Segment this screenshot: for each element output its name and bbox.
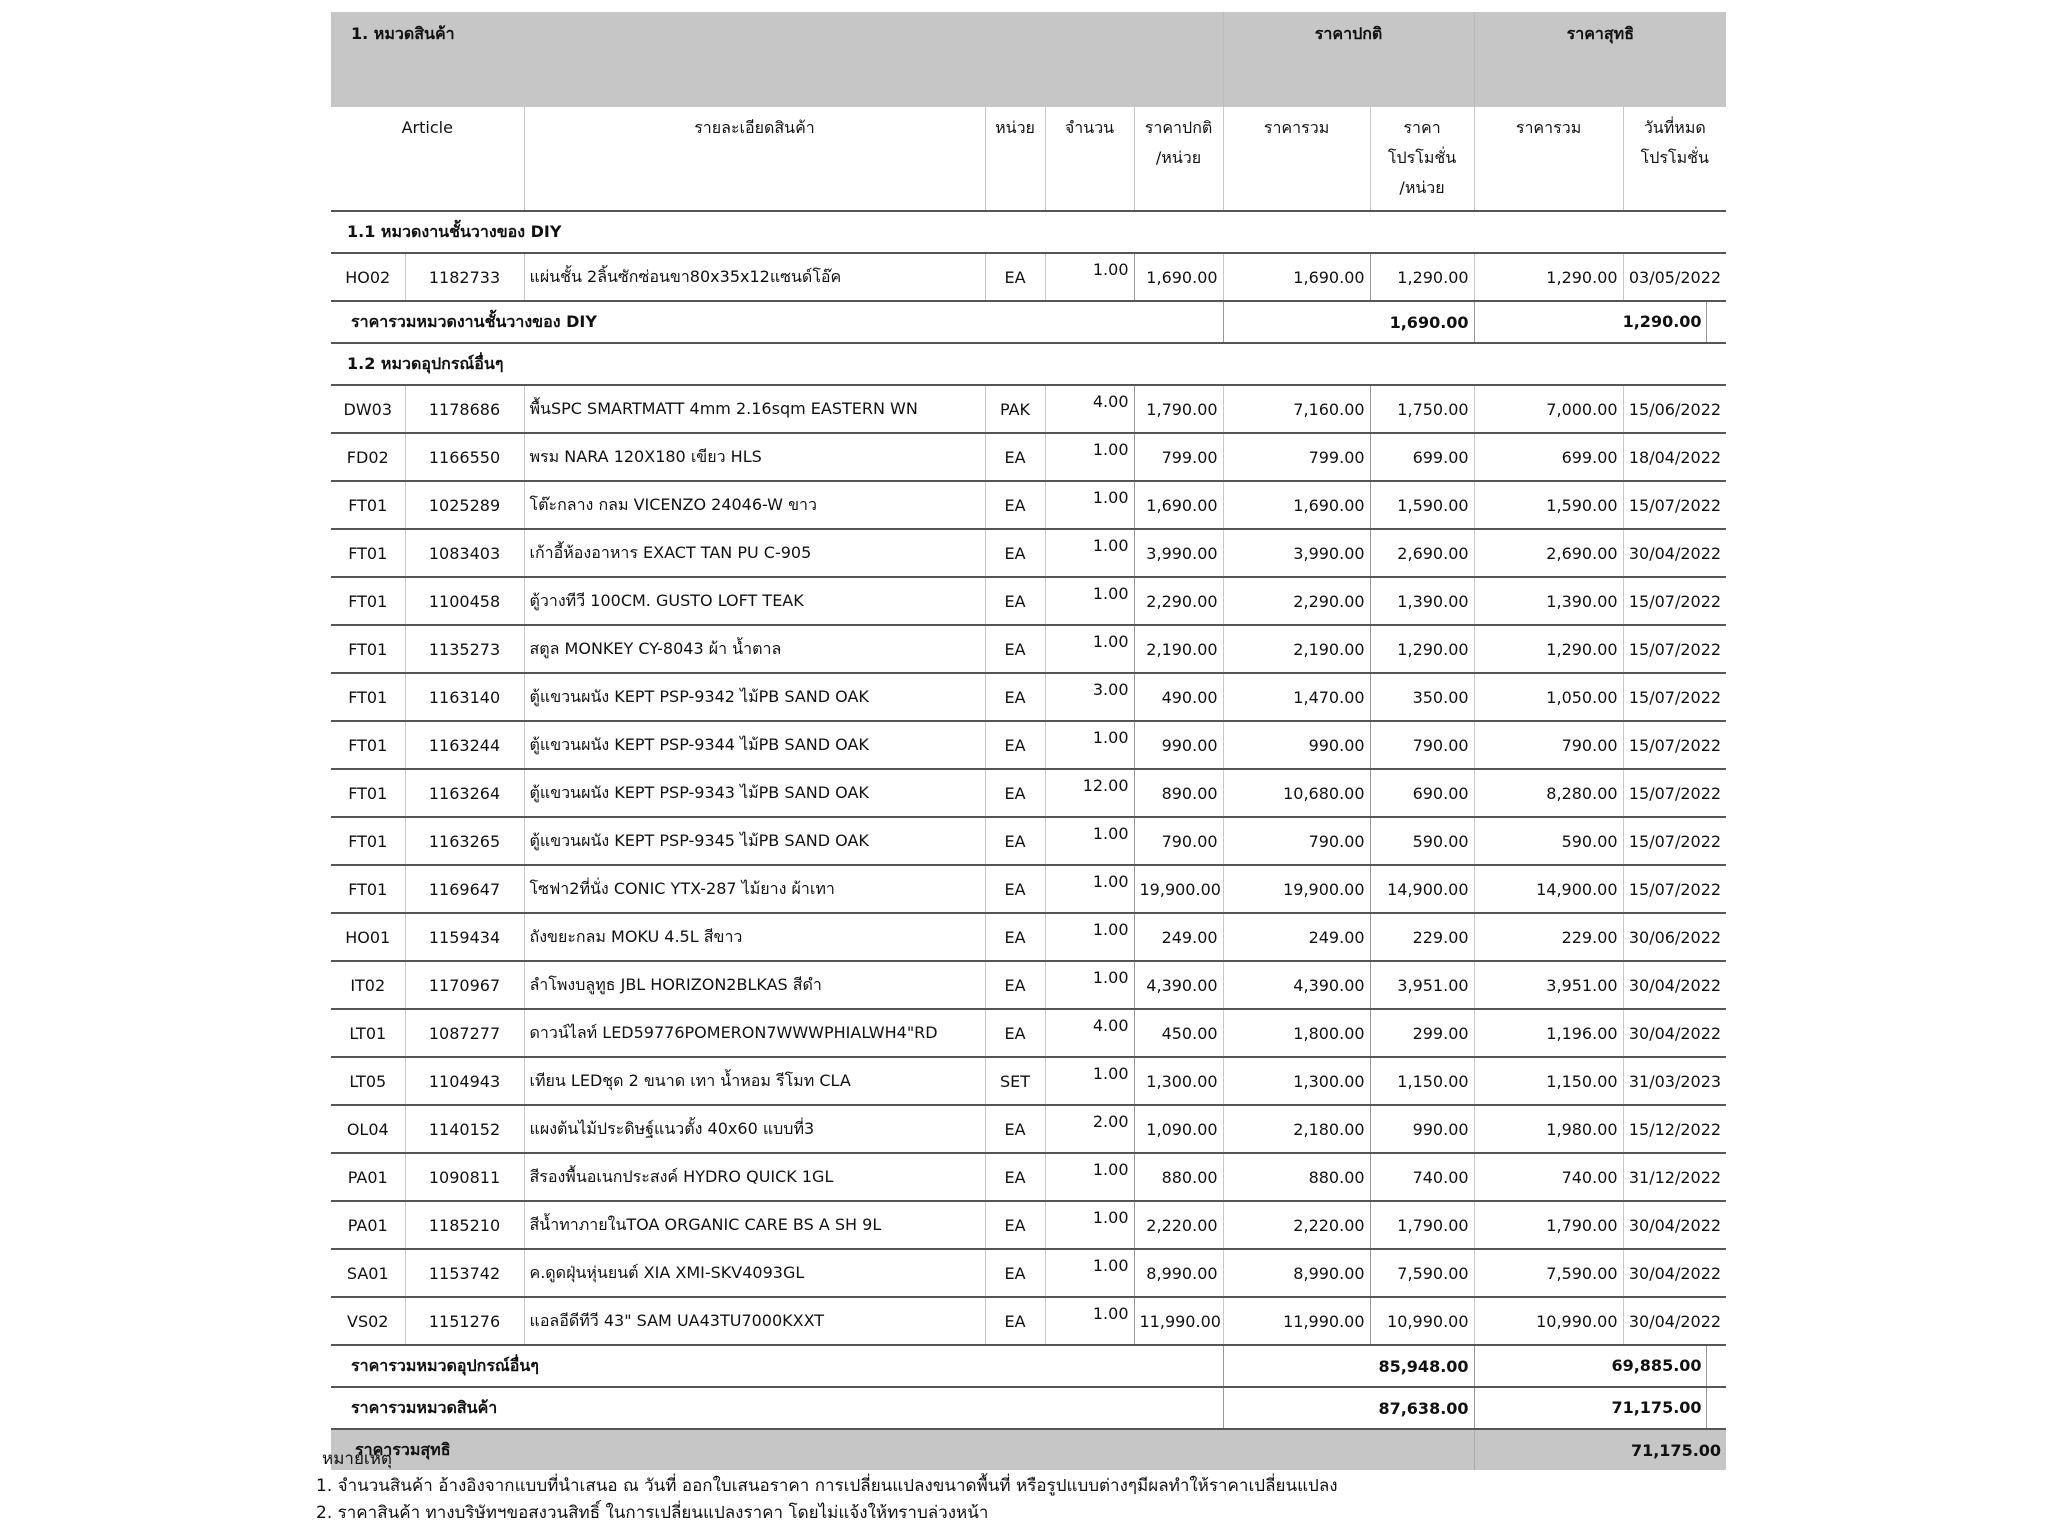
cell-promo-price: 10,990.00 [1370, 1297, 1474, 1345]
cell-unit: PAK [985, 385, 1045, 433]
cell-qty: 1.00 [1045, 865, 1134, 913]
cell-promo-end: 31/12/2022 [1623, 1153, 1726, 1201]
cell-promo-total: 2,690.00 [1474, 529, 1623, 577]
cell-total: 249.00 [1223, 913, 1370, 961]
net-total-value: 71,175.00 [1474, 1429, 1726, 1470]
cell-description: ตู้แขวนผนัง KEPT PSP-9342 ไม้PB SAND OAK [524, 673, 985, 721]
cell-total: 7,160.00 [1223, 385, 1370, 433]
cell-qty: 1.00 [1045, 529, 1134, 577]
cell-unit-price: 490.00 [1134, 673, 1223, 721]
table-row [331, 865, 1726, 913]
table-row [331, 481, 1726, 529]
col-promo-line2: โปรโมชั่น [1387, 148, 1457, 167]
cell-total: 880.00 [1223, 1153, 1370, 1201]
cell-promo-end: 18/04/2022 [1623, 433, 1726, 481]
cell-promo-end: 31/03/2023 [1623, 1057, 1726, 1105]
cell-article: 1159434 [405, 913, 524, 961]
cell-unit-price: 450.00 [1134, 1009, 1223, 1057]
cell-description: สีน้ำทาภายในTOA ORGANIC CARE BS A SH 9L [524, 1201, 985, 1249]
cell-description: แผงต้นไม้ประดิษฐ์แนวตั้ง 40x60 แบบที่3 [524, 1105, 985, 1153]
cell-total: 990.00 [1223, 721, 1370, 769]
cell-promo-end: 30/04/2022 [1623, 1249, 1726, 1297]
cell-code: FT01 [331, 721, 405, 769]
cell-qty: 2.00 [1045, 1105, 1134, 1153]
cell-article: 1151276 [405, 1297, 524, 1345]
cell-unit: EA [985, 961, 1045, 1009]
cell-promo-price: 990.00 [1370, 1105, 1474, 1153]
cell-article: 1163140 [405, 673, 524, 721]
cell-article: 1025289 [405, 481, 524, 529]
cell-code: FD02 [331, 433, 405, 481]
subtotal-row [331, 301, 1726, 343]
cell-article: 1163265 [405, 817, 524, 865]
cell-total: 2,190.00 [1223, 625, 1370, 673]
cell-promo-total: 1,590.00 [1474, 481, 1623, 529]
cell-code: FT01 [331, 865, 405, 913]
cell-promo-price: 229.00 [1370, 913, 1474, 961]
cell-description: แอลอีดีทีวี 43" SAM UA43TU7000KXXT [524, 1297, 985, 1345]
cell-promo-end: 15/12/2022 [1623, 1105, 1726, 1153]
cell-unit-price: 880.00 [1134, 1153, 1223, 1201]
cell-promo-price: 350.00 [1370, 673, 1474, 721]
table-row [331, 913, 1726, 961]
table-row [331, 961, 1726, 1009]
cell-article: 1083403 [405, 529, 524, 577]
cell-qty: 1.00 [1045, 1057, 1134, 1105]
cell-promo-total: 1,196.00 [1474, 1009, 1623, 1057]
cell-promo-end: 15/07/2022 [1623, 769, 1726, 817]
subtotal-promo-cell [1474, 1345, 1726, 1387]
subtotal-label: ราคารวมหมวดอุปกรณ์อื่นๆ [331, 1345, 1223, 1387]
cell-code: SA01 [331, 1249, 405, 1297]
cell-unit-price: 890.00 [1134, 769, 1223, 817]
cell-description: เก้าอี้ห้องอาหาร EXACT TAN PU C-905 [524, 529, 985, 577]
cell-promo-price: 790.00 [1370, 721, 1474, 769]
cell-promo-total: 229.00 [1474, 913, 1623, 961]
cell-total: 1,800.00 [1223, 1009, 1370, 1057]
cell-unit-price: 1,090.00 [1134, 1105, 1223, 1153]
cell-description: ตู้แขวนผนัง KEPT PSP-9343 ไม้PB SAND OAK [524, 769, 985, 817]
cell-promo-end: 15/07/2022 [1623, 817, 1726, 865]
cell-unit: EA [985, 1201, 1045, 1249]
category-total-promo: 71,175.00 [1475, 1388, 1707, 1428]
cell-unit-price: 1,690.00 [1134, 253, 1223, 301]
cell-promo-price: 590.00 [1370, 817, 1474, 865]
net-total-label: ราคารวมสุทธิ [355, 1439, 451, 1459]
col-promo-price [1370, 107, 1474, 211]
cell-code: FT01 [331, 577, 405, 625]
col-promo-line3: /หน่วย [1399, 178, 1445, 197]
cell-promo-end: 15/07/2022 [1623, 673, 1726, 721]
cell-unit-price: 990.00 [1134, 721, 1223, 769]
col-unit-price-line1: ราคาปกติ [1144, 118, 1213, 137]
col-end-line2: โปรโมชั่น [1640, 148, 1709, 167]
cell-promo-price: 3,951.00 [1370, 961, 1474, 1009]
table-row [331, 625, 1726, 673]
cell-unit-price: 4,390.00 [1134, 961, 1223, 1009]
table-row [331, 529, 1726, 577]
cell-promo-end: 03/05/2022 [1623, 253, 1726, 301]
cell-qty: 1.00 [1045, 817, 1134, 865]
cell-unit-price: 790.00 [1134, 817, 1223, 865]
cell-unit: EA [985, 1009, 1045, 1057]
col-end-line1: วันที่หมด [1643, 118, 1706, 137]
cell-article: 1166550 [405, 433, 524, 481]
cell-unit: EA [985, 817, 1045, 865]
cell-description: พรม NARA 120X180 เขียว HLS [524, 433, 985, 481]
cell-total: 2,220.00 [1223, 1201, 1370, 1249]
remark-item: 2. ราคาสินค้า ทางบริษัทฯขอสงวนสิทธิ์ ในการเปลี่ยนแปลงราคา โดยไม่แจ้งให้ทราบล่วงหน้า [316, 1503, 989, 1523]
cell-promo-price: 740.00 [1370, 1153, 1474, 1201]
cell-unit-price: 19,900.00 [1134, 865, 1223, 913]
cell-article: 1185210 [405, 1201, 524, 1249]
cell-code: IT02 [331, 961, 405, 1009]
cell-qty: 1.00 [1045, 253, 1134, 301]
cell-code: FT01 [331, 529, 405, 577]
table-row [331, 1153, 1726, 1201]
cell-code: FT01 [331, 481, 405, 529]
cell-qty: 1.00 [1045, 721, 1134, 769]
cell-description: ตู้แขวนผนัง KEPT PSP-9344 ไม้PB SAND OAK [524, 721, 985, 769]
cell-total: 2,180.00 [1223, 1105, 1370, 1153]
table-row [331, 253, 1726, 301]
cell-unit-price: 11,990.00 [1134, 1297, 1223, 1345]
category-title: 1. หมวดสินค้า [351, 24, 455, 43]
cell-qty: 1.00 [1045, 625, 1134, 673]
cell-promo-price: 1,150.00 [1370, 1057, 1474, 1105]
cell-unit-price: 1,300.00 [1134, 1057, 1223, 1105]
cell-article: 1170967 [405, 961, 524, 1009]
table-row [331, 577, 1726, 625]
cell-article: 1169647 [405, 865, 524, 913]
cell-article: 1090811 [405, 1153, 524, 1201]
cell-promo-total: 1,980.00 [1474, 1105, 1623, 1153]
col-unit: หน่วย [985, 107, 1045, 211]
cell-description: แผ่นชั้น 2ลิ้นซักซ่อนขา80x35x12แซนด์โอ๊ค [524, 253, 985, 301]
cell-qty: 1.00 [1045, 1297, 1134, 1345]
cell-code: VS02 [331, 1297, 405, 1345]
cell-total: 1,470.00 [1223, 673, 1370, 721]
cell-unit: EA [985, 433, 1045, 481]
cell-promo-end: 30/06/2022 [1623, 913, 1726, 961]
cell-promo-end: 30/04/2022 [1623, 529, 1726, 577]
quotation-sheet [331, 12, 1726, 1470]
col-unit-price-line2: /หน่วย [1155, 148, 1202, 167]
cell-unit: EA [985, 769, 1045, 817]
cell-promo-price: 2,690.00 [1370, 529, 1474, 577]
category-total-total: 87,638.00 [1223, 1387, 1474, 1429]
cell-promo-end: 30/04/2022 [1623, 1297, 1726, 1345]
subtotal-label: ราคารวมหมวดงานชั้นวางของ DIY [331, 301, 1223, 343]
cell-unit: EA [985, 865, 1045, 913]
cell-promo-price: 699.00 [1370, 433, 1474, 481]
category-total-label: ราคารวมหมวดสินค้า [331, 1387, 1223, 1429]
cell-promo-total: 740.00 [1474, 1153, 1623, 1201]
cell-promo-end: 15/06/2022 [1623, 385, 1726, 433]
table-row [331, 1201, 1726, 1249]
cell-promo-price: 1,390.00 [1370, 577, 1474, 625]
cell-promo-total: 1,050.00 [1474, 673, 1623, 721]
cell-promo-end: 30/04/2022 [1623, 1201, 1726, 1249]
cell-total: 4,390.00 [1223, 961, 1370, 1009]
cell-promo-total: 1,790.00 [1474, 1201, 1623, 1249]
cell-total: 19,900.00 [1223, 865, 1370, 913]
cell-total: 799.00 [1223, 433, 1370, 481]
cell-description: สตูล MONKEY CY-8043 ผ้า น้ำตาล [524, 625, 985, 673]
cell-promo-total: 7,590.00 [1474, 1249, 1623, 1297]
cell-promo-total: 590.00 [1474, 817, 1623, 865]
cell-total: 8,990.00 [1223, 1249, 1370, 1297]
cell-promo-total: 1,390.00 [1474, 577, 1623, 625]
table-row [331, 385, 1726, 433]
cell-total: 3,990.00 [1223, 529, 1370, 577]
cell-qty: 1.00 [1045, 433, 1134, 481]
cell-qty: 4.00 [1045, 1009, 1134, 1057]
cell-promo-price: 1,290.00 [1370, 625, 1474, 673]
group-header-row [331, 12, 1726, 107]
cell-unit: EA [985, 1105, 1045, 1153]
cell-promo-end: 15/07/2022 [1623, 721, 1726, 769]
col-qty: จำนวน [1045, 107, 1134, 211]
cell-code: LT05 [331, 1057, 405, 1105]
cell-unit: EA [985, 721, 1045, 769]
cell-unit-price: 2,220.00 [1134, 1201, 1223, 1249]
cell-unit: EA [985, 625, 1045, 673]
cell-unit: EA [985, 529, 1045, 577]
cell-article: 1163244 [405, 721, 524, 769]
cell-total: 10,680.00 [1223, 769, 1370, 817]
table-row [331, 817, 1726, 865]
cell-unit-price: 8,990.00 [1134, 1249, 1223, 1297]
cell-promo-total: 699.00 [1474, 433, 1623, 481]
cell-unit-price: 1,690.00 [1134, 481, 1223, 529]
cell-qty: 1.00 [1045, 961, 1134, 1009]
column-header-row [331, 107, 1726, 211]
cell-code: OL04 [331, 1105, 405, 1153]
cell-promo-price: 1,290.00 [1370, 253, 1474, 301]
cell-unit: EA [985, 1297, 1045, 1345]
cell-unit-price: 2,190.00 [1134, 625, 1223, 673]
quotation-table [331, 12, 1726, 1470]
cell-total: 2,290.00 [1223, 577, 1370, 625]
subtotal-promo-cell [1474, 301, 1726, 343]
cell-promo-total: 790.00 [1474, 721, 1623, 769]
table-row [331, 769, 1726, 817]
cell-article: 1087277 [405, 1009, 524, 1057]
cell-promo-total: 1,290.00 [1474, 253, 1623, 301]
cell-unit: EA [985, 577, 1045, 625]
cell-description: ลำโพงบลูทูธ JBL HORIZON2BLKAS สีดำ [524, 961, 985, 1009]
table-row [331, 1009, 1726, 1057]
cell-qty: 1.00 [1045, 481, 1134, 529]
cell-promo-price: 299.00 [1370, 1009, 1474, 1057]
cell-description: ถังขยะกลม MOKU 4.5L สีขาว [524, 913, 985, 961]
cell-qty: 12.00 [1045, 769, 1134, 817]
section-title: 1.1 หมวดงานชั้นวางของ DIY [331, 211, 1726, 253]
cell-total: 1,690.00 [1223, 481, 1370, 529]
cell-promo-end: 15/07/2022 [1623, 481, 1726, 529]
cell-promo-price: 1,590.00 [1370, 481, 1474, 529]
cell-description: พื้นSPC SMARTMATT 4mm 2.16sqm EASTERN WN [524, 385, 985, 433]
cell-qty: 1.00 [1045, 913, 1134, 961]
subtotal-promo: 69,885.00 [1475, 1346, 1707, 1386]
cell-promo-price: 7,590.00 [1370, 1249, 1474, 1297]
col-unit-price [1134, 107, 1223, 211]
cell-promo-end: 15/07/2022 [1623, 577, 1726, 625]
cell-code: DW03 [331, 385, 405, 433]
cell-code: HO02 [331, 253, 405, 301]
cell-description: สีรองพื้นอเนกประสงค์ HYDRO QUICK 1GL [524, 1153, 985, 1201]
col-promo-total: ราคารวม [1474, 107, 1623, 211]
cell-code: PA01 [331, 1153, 405, 1201]
normal-price-group-header: ราคาปกติ [1223, 12, 1474, 107]
cell-unit: EA [985, 1249, 1045, 1297]
cell-qty: 1.00 [1045, 1201, 1134, 1249]
cell-promo-total: 7,000.00 [1474, 385, 1623, 433]
cell-total: 790.00 [1223, 817, 1370, 865]
cell-article: 1163264 [405, 769, 524, 817]
cell-code: PA01 [331, 1201, 405, 1249]
table-row [331, 433, 1726, 481]
cell-unit-price: 799.00 [1134, 433, 1223, 481]
table-row [331, 1249, 1726, 1297]
cell-code: LT01 [331, 1009, 405, 1057]
cell-unit: EA [985, 913, 1045, 961]
cell-description: โซฟา2ที่นั่ง CONIC YTX-287 ไม้ยาง ผ้าเทา [524, 865, 985, 913]
cell-promo-price: 1,790.00 [1370, 1201, 1474, 1249]
remarks-title: หมายเหตุ [322, 1449, 392, 1469]
cell-unit: EA [985, 1153, 1045, 1201]
cell-description: ตู้แขวนผนัง KEPT PSP-9345 ไม้PB SAND OAK [524, 817, 985, 865]
net-price-group-header: ราคาสุทธิ [1474, 12, 1726, 107]
cell-unit: EA [985, 481, 1045, 529]
cell-code: HO01 [331, 913, 405, 961]
cell-description: ค.ดูดฝุ่นหุ่นยนต์ XIA XMI-SKV4093GL [524, 1249, 985, 1297]
cell-promo-end: 30/04/2022 [1623, 1009, 1726, 1057]
cell-promo-total: 1,150.00 [1474, 1057, 1623, 1105]
cell-article: 1182733 [405, 253, 524, 301]
table-row [331, 673, 1726, 721]
cell-promo-end: 30/04/2022 [1623, 961, 1726, 1009]
cell-qty: 1.00 [1045, 1153, 1134, 1201]
cell-total: 1,690.00 [1223, 253, 1370, 301]
category-total-row [331, 1387, 1726, 1429]
cell-qty: 1.00 [1045, 1249, 1134, 1297]
cell-description: เทียน LEDชุด 2 ขนาด เทา น้ำหอม รีโมท CLA [524, 1057, 985, 1105]
section-title-row [331, 343, 1726, 385]
cell-promo-total: 1,290.00 [1474, 625, 1623, 673]
cell-unit-price: 1,790.00 [1134, 385, 1223, 433]
cell-article: 1135273 [405, 625, 524, 673]
col-promo-end [1623, 107, 1726, 211]
category-total-promo-cell [1474, 1387, 1726, 1429]
cell-article: 1140152 [405, 1105, 524, 1153]
cell-qty: 1.00 [1045, 577, 1134, 625]
cell-total: 11,990.00 [1223, 1297, 1370, 1345]
subtotal-row [331, 1345, 1726, 1387]
cell-article: 1100458 [405, 577, 524, 625]
cell-unit-price: 2,290.00 [1134, 577, 1223, 625]
cell-description: ดาวน์ไลท์ LED59776POMERON7WWWPHIALWH4"RD [524, 1009, 985, 1057]
cell-code: FT01 [331, 817, 405, 865]
remark-item: 1. จำนวนสินค้า อ้างอิงจากแบบที่นำเสนอ ณ วันที่ ออกใบเสนอราคา การเปลี่ยนแปลงขนาดพื้นที่ หรือรูปแบบต่างๆมีผลทำให้ราคาเปลี่ยนแปลง [316, 1476, 1338, 1496]
cell-article: 1153742 [405, 1249, 524, 1297]
subtotal-total: 85,948.00 [1223, 1345, 1474, 1387]
cell-unit: EA [985, 673, 1045, 721]
subtotal-total: 1,690.00 [1223, 301, 1474, 343]
cell-unit-price: 249.00 [1134, 913, 1223, 961]
cell-promo-total: 8,280.00 [1474, 769, 1623, 817]
cell-promo-price: 1,750.00 [1370, 385, 1474, 433]
col-promo-line1: ราคา [1403, 118, 1441, 137]
cell-promo-end: 15/07/2022 [1623, 625, 1726, 673]
cell-unit: SET [985, 1057, 1045, 1105]
cell-code: FT01 [331, 625, 405, 673]
table-row [331, 1105, 1726, 1153]
cell-article: 1178686 [405, 385, 524, 433]
col-total: ราคารวม [1223, 107, 1370, 211]
cell-promo-total: 3,951.00 [1474, 961, 1623, 1009]
col-description: รายละเอียดสินค้า [524, 107, 985, 211]
cell-description: ตู้วางทีวี 100CM. GUSTO LOFT TEAK [524, 577, 985, 625]
cell-total: 1,300.00 [1223, 1057, 1370, 1105]
table-row [331, 1057, 1726, 1105]
cell-unit-price: 3,990.00 [1134, 529, 1223, 577]
cell-unit: EA [985, 253, 1045, 301]
cell-promo-total: 14,900.00 [1474, 865, 1623, 913]
cell-promo-price: 690.00 [1370, 769, 1474, 817]
cell-promo-price: 14,900.00 [1370, 865, 1474, 913]
table-row [331, 721, 1726, 769]
cell-promo-end: 15/07/2022 [1623, 865, 1726, 913]
cell-qty: 3.00 [1045, 673, 1134, 721]
cell-article: 1104943 [405, 1057, 524, 1105]
cell-code: FT01 [331, 769, 405, 817]
col-article: Article [401, 118, 453, 137]
table-row [331, 1297, 1726, 1345]
cell-promo-total: 10,990.00 [1474, 1297, 1623, 1345]
section-title: 1.2 หมวดอุปกรณ์อื่นๆ [331, 343, 1726, 385]
remarks [316, 1446, 1338, 1527]
cell-qty: 4.00 [1045, 385, 1134, 433]
cell-code: FT01 [331, 673, 405, 721]
section-title-row [331, 211, 1726, 253]
cell-description: โต๊ะกลาง กลม VICENZO 24046-W ขาว [524, 481, 985, 529]
subtotal-promo: 1,290.00 [1475, 302, 1707, 342]
